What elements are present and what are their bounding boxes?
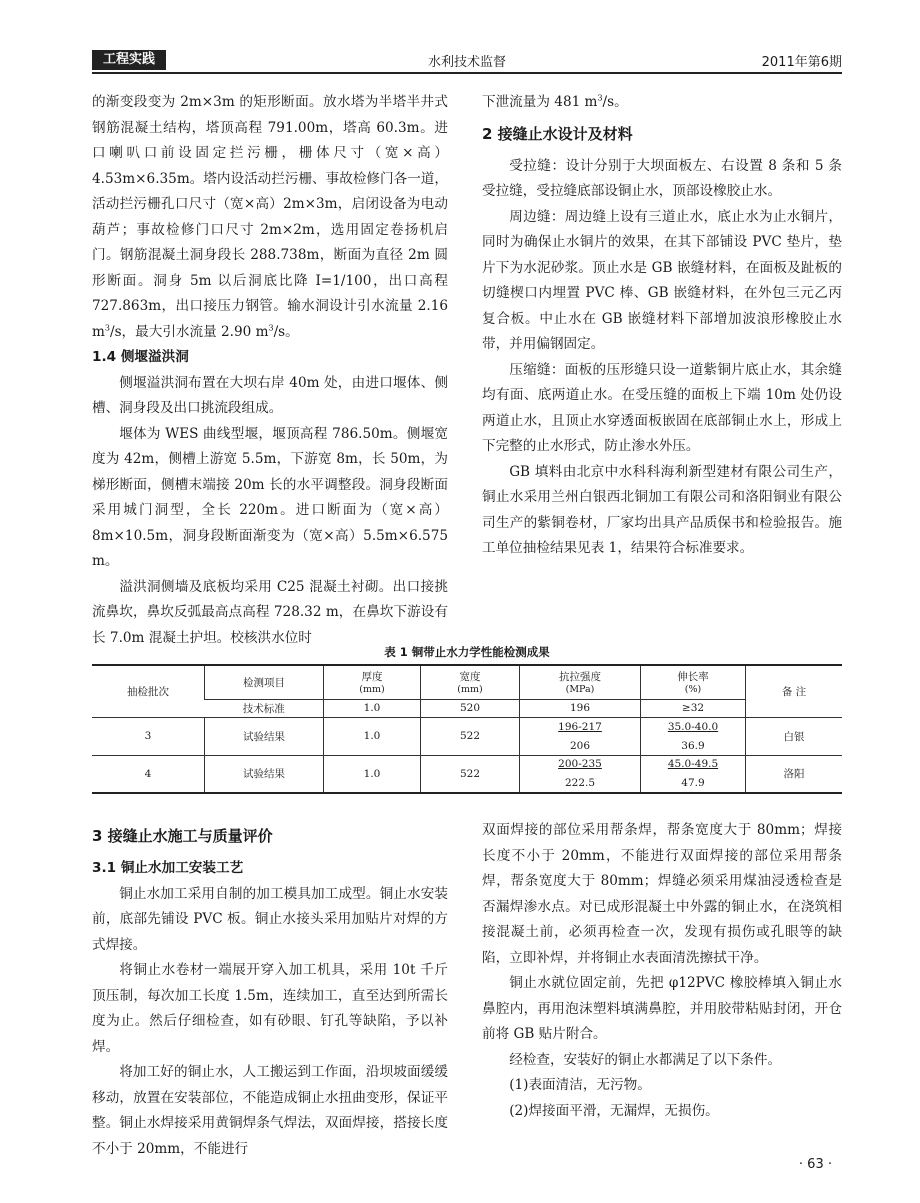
cell: ≥32 xyxy=(641,699,746,717)
header-elongation: 伸长率 (%) xyxy=(641,665,746,699)
paragraph: 铜止水就位固定前，先把 φ12PVC 橡胶棒填入铜止水鼻腔内，再用泡沫塑料填满鼻腔，并用胶带粘贴封闭，开仓前将 GB 贴片附合。 xyxy=(482,975,842,1042)
paragraph: 双面焊接的部位采用帮条焊，帮条宽度大于 80mm；焊接长度不小于 20mm，不能进行双面焊接的部位采用帮条焊，帮条宽度大于 80mm；焊缝必须采用煤油浸透检查是否漏焊渗水点。对已成形混凝土中外露的铜止水，在浇筑相接混凝土前，必须再检查一次，发现有损伤或孔眼等的缺陷，立即补焊，并将铜止水表面清洗擦拭干净。 xyxy=(482,822,842,966)
paragraph: 侧堰溢洪洞布置在大坝右岸 40m 处，由进口堰体、侧槽、洞身段及出口挑流段组成。 xyxy=(92,374,448,416)
cell: 200-235 222.5 xyxy=(520,755,641,793)
header-tensile: 抗拉强度 (MPa) xyxy=(520,665,641,699)
cell: 试验结果 xyxy=(205,755,324,793)
page-header xyxy=(92,50,842,74)
header-thickness: 厚度 (mm) xyxy=(324,665,421,699)
paragraph: 周边缝：周边缝上设有三道止水，底止水为止水铜片，同时为确保止水铜片的效果，在其下部铺设 PVC 垫片，垫片下为水泥砂浆。顶止水是 GB 嵌缝材料，在面板及趾板的切缝楔口内埋置 PVC 棒、GB 嵌缝材料，在外包三元乙丙复合板。中止水在 GB 嵌缝材料下部增加波浪形橡胶止水带，并用偏钢固定。 xyxy=(482,208,842,352)
page-number: · 63 · xyxy=(798,1157,832,1172)
cell: 3 xyxy=(92,717,205,755)
table-header-row xyxy=(92,665,842,699)
table-row xyxy=(92,717,842,755)
cell: 196 xyxy=(520,699,641,717)
right-column-bottom xyxy=(482,818,842,1124)
cell: 520 xyxy=(421,699,520,717)
list-item: (2)焊接面平滑，无漏焊，无损伤。 xyxy=(509,1102,719,1119)
cell: 1.0 xyxy=(324,755,421,793)
paragraph: 经检查，安装好的铜止水都满足了以下条件。 xyxy=(509,1051,782,1068)
left-column-bottom xyxy=(92,818,448,1162)
paragraph: 压缩缝：面板的压形缝只设一道紫铜片底止水，其余缝均有面、底两道止水。在受压缝的面板上下端 10m 处仍设两道止水，且顶止水穿透面板嵌固在底部铜止水上，形成上下完整的止水形式，防止渗水外压。 xyxy=(482,361,842,454)
table-row-standard xyxy=(92,699,842,717)
list-item: (1)表面清洁，无污物。 xyxy=(509,1077,651,1093)
left-column-top xyxy=(92,90,448,651)
cell: 35.0-40.0 36.9 xyxy=(641,717,746,755)
cell: 试验结果 xyxy=(205,717,324,755)
cell: 196-217 206 xyxy=(520,717,641,755)
paragraph: GB 填料由北京中水科科海利新型建材有限公司生产，铜止水采用兰州白银西北铜加工有限公司和洛阳铜业有限公司生产的紫铜卷材，厂家均出具产品质保书和检验报告。施工单位抽检结果见表 1，结果符合标准要求。 xyxy=(482,463,842,556)
paragraph: 受拉缝：设计分别于大坝面板左、右设置 8 条和 5 条受拉缝，受拉缝底部设铜止水，顶部设橡胶止水。 xyxy=(482,157,842,199)
section-heading: 3 接缝止水施工与质量评价 xyxy=(92,827,273,845)
cell: 1.0 xyxy=(324,717,421,755)
paragraph: 下泄流量为 481 $m^3/s$。 xyxy=(482,93,628,110)
cell: 技术标准 xyxy=(205,699,324,717)
cell: 洛阳 xyxy=(746,755,843,793)
subsection-heading: 3.1 铜止水加工安装工艺 xyxy=(92,860,244,876)
journal-title: 水利技术监督 xyxy=(427,55,506,70)
header-width: 宽度 (mm) xyxy=(421,665,520,699)
issue-label: 2011年第6期 xyxy=(761,55,842,70)
table-caption: 表 1 铜带止水力学性能检测成果 xyxy=(384,645,550,659)
cell: 522 xyxy=(421,717,520,755)
header-remark: 备 注 xyxy=(746,665,843,717)
cell: 1.0 xyxy=(324,699,421,717)
paragraph: 堰体为 WES 曲线型堰，堰顶高程 786.50m。侧堰宽度为 42m，侧槽上游宽 5.5m，下游宽 8m，长 50m，为梯形断面，侧槽末端接 20m 长的水平调整段。洞身段断面采用城门洞型，全长 220m。进口断面为（宽×高）8m×10.5m，洞身段断面渐变为（宽×高）5.5m×6.575 m。 xyxy=(92,425,448,569)
cell: 522 xyxy=(421,755,520,793)
paragraph: 将铜止水卷材一端展开穿入加工机具，采用 10t 千斤顶压制，每次加工长度 1.5m，连续加工，直至达到所需长度为止。然后仔细检查，如有砂眼、钉孔等缺陷，予以补焊。 xyxy=(92,962,448,1055)
results-table xyxy=(92,664,842,794)
paragraph: 铜止水加工采用自制的加工模具加工成型。铜止水安装前，底部先铺设 PVC 板。铜止水接头采用加贴片对焊的方式焊接。 xyxy=(92,885,448,953)
subsection-heading: 1.4 侧堰溢洪洞 xyxy=(92,349,189,365)
cell: 45.0-49.5 47.9 xyxy=(641,755,746,793)
paragraph: 的渐变段变为 2m×3m 的矩形断面。放水塔为半塔半井式钢筋混凝土结构，塔顶高程 791.00m，塔高 60.3m。进口喇叭口前设固定拦污栅，栅体尺寸（宽×高）4.53m×6.35m。塔内设活动拦污栅、事故检修门各一道，活动拦污栅孔口尺寸（宽×高）2m×3m，启闭设备为电动葫芦；事故检修门口尺寸 2m×2m，选用固定卷扬机启门。钢筋混凝土洞身段长 288.738m，断面为直径 2m 圆形断面。洞身 5m 以后洞底比降 I=1/100，出口高程 727.863m，出口接压力钢管。输水洞设计引水流量 2.16 $m^3/s$，最大引水流量 2.90 $m^3/s$。 xyxy=(92,94,448,340)
right-column-top xyxy=(482,90,842,562)
section-tag: 工程实践 xyxy=(92,50,166,70)
header-item: 检测项目 xyxy=(205,665,324,699)
cell: 4 xyxy=(92,755,205,793)
cell: 白银 xyxy=(746,717,843,755)
paragraph: 溢洪洞侧墙及底板均采用 C25 混凝土衬砌。出口接挑流鼻坎，鼻坎反弧最高点高程 728.32 m，在鼻坎下游设有长 7.0m 混凝土护坦。校核洪水位时 xyxy=(92,578,448,646)
paragraph: 将加工好的铜止水，人工搬运到工作面，沿坝坡面缓缓移动，放置在安装部位，不能造成铜止水扭曲变形，保证平整。铜止水焊接采用黄铜焊条气焊法，双面焊接，搭接长度不小于 20mm，不能进行 xyxy=(92,1064,448,1157)
section-heading: 2 接缝止水设计及材料 xyxy=(482,124,633,143)
header-batch: 抽检批次 xyxy=(92,665,205,717)
table-row xyxy=(92,755,842,793)
